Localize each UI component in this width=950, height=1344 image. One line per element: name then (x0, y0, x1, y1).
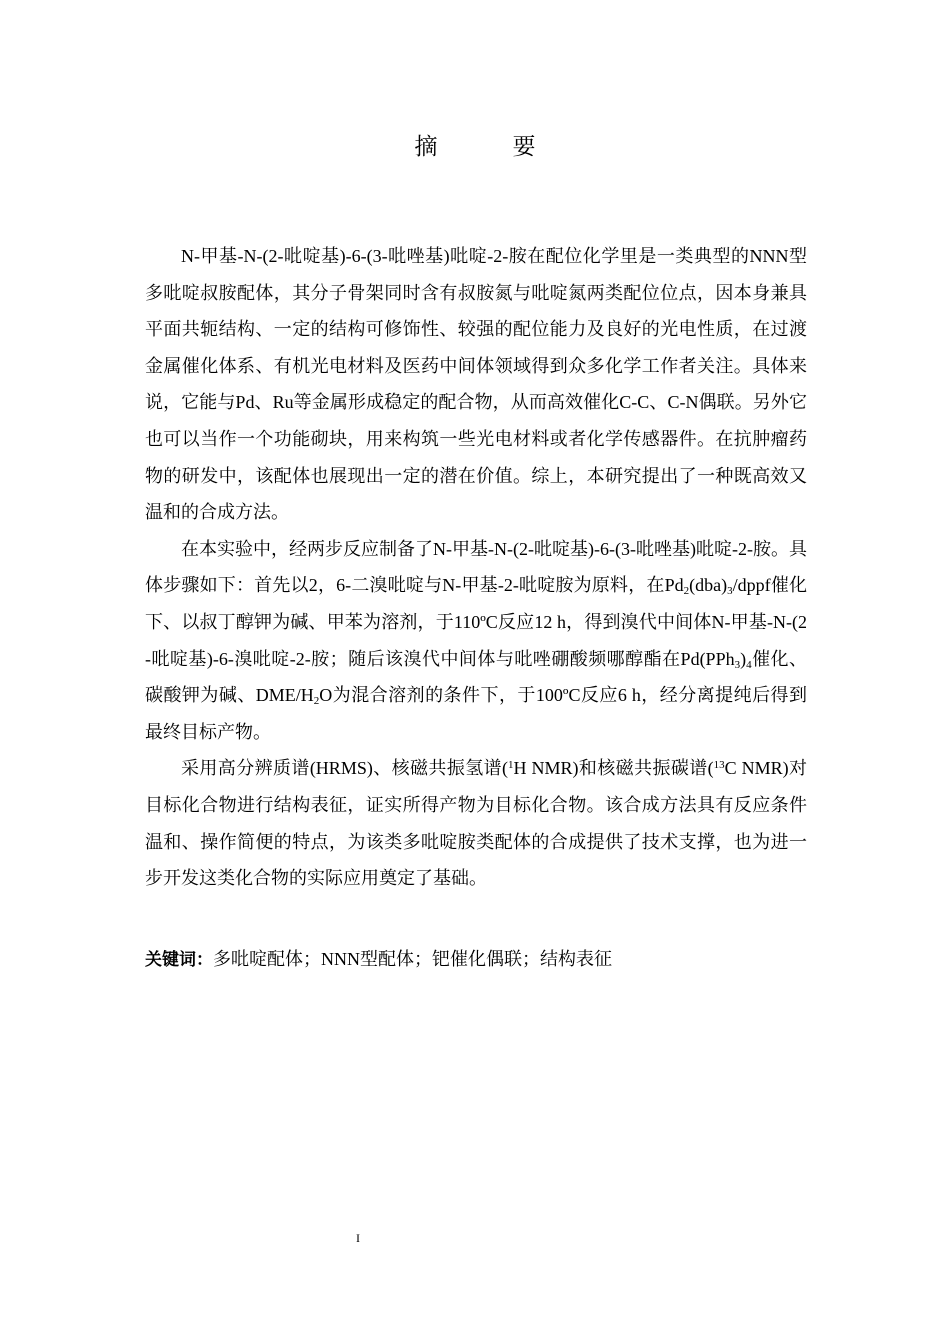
paragraph-3-run-4: 13 (713, 759, 725, 772)
paragraph-2-run-9: 催化、碳酸钾为碱、DME/H (145, 648, 807, 706)
paragraph-3-run-3: H NMR)和核磁共振碳谱( (513, 758, 714, 779)
paragraph-3-run-1: 采用高分辨质谱(HRMS)、核磁共振氢谱( (181, 758, 509, 779)
abstract-title: 摘 要 (414, 134, 562, 160)
keywords-line (145, 944, 807, 975)
paragraph-2-run-11: O为混合溶剂的条件下，于100ºC反应6 h，经分离提纯后得到最终目标产物。 (145, 685, 807, 742)
paragraph-3-run-5: C NMR)对目标化合物进行结构表征，证实所得产物为目标化合物。该合成方法具有反应条件温和、操作简便的特点，为该类多吡啶胺类配体的合成提供了技术支撑，也为进一步开发这类化合物的实际应用奠定了基础。 (145, 758, 807, 889)
paragraph-2-run-5: /dppf催化下、以叔丁醇钾为碱、甲苯为溶剂，于110ºC反应12 h，得到溴代中间体N-甲基-N-(2-吡啶基)-6-溴吡啶-2-胺；随后该溴代中间体与吡唑硼酸频哪醇酯在Pd(PPh (145, 575, 808, 669)
keywords-text: 多吡啶配体；NNN型配体；钯催化偶联；结构表征 (213, 949, 612, 969)
paragraph-2-run-3: (dba) (689, 575, 728, 596)
paragraph-2-run-4: 3 (727, 585, 733, 598)
abstract-paragraph-1 (145, 238, 807, 531)
paragraph-3-run-2: 1 (508, 759, 514, 772)
abstract-body (145, 238, 807, 897)
keywords-label: 关键词： (145, 950, 213, 970)
page-number: I (356, 1231, 360, 1245)
paragraph-1-run-1: N-甲基-N-(2-吡啶基)-6-(3-吡唑基)吡啶-2-胺在配位化学里是一类典型的NNN型多吡啶叔胺配体，其分子骨架同时含有叔胺氮与吡啶氮两类配位位点，因本身兼具平面共轭结构、一定的结构可修饰性、较强的配位能力及良好的光电性质，在过渡金属催化体系、有机光电材料及医药中间体领域得到众多化学工作者关注。具体来说，它能与Pd、Ru等金属形成稳定的配合物，从而高效催化C-C、C-N偶联。另外它也可以当作一个功能砌块，用来构筑一些光电材料或者化学传感器件。在抗肿瘤药物的研发中，该配体也展现出一定的潜在价值。综上，本研究提出了一种既高效又温和的合成方法。 (145, 246, 807, 523)
paragraph-2-run-8: 4 (746, 658, 752, 671)
abstract-paragraph-2 (145, 531, 807, 751)
paragraph-2-run-2: 2 (683, 585, 690, 598)
paragraph-2-run-1: 在本实验中，经两步反应制备了N-甲基-N-(2-吡啶基)-6-(3-吡唑基)吡啶-2-胺。具体步骤如下：首先以2，6-二溴吡啶与N-甲基-2-吡啶胺为原料，在Pd (145, 538, 807, 596)
paragraph-2-run-6: 3 (734, 658, 741, 671)
paragraph-2-run-10: 2 (313, 695, 320, 708)
paragraph-2-run-7: ) (740, 648, 747, 669)
abstract-paragraph-3 (145, 750, 807, 896)
